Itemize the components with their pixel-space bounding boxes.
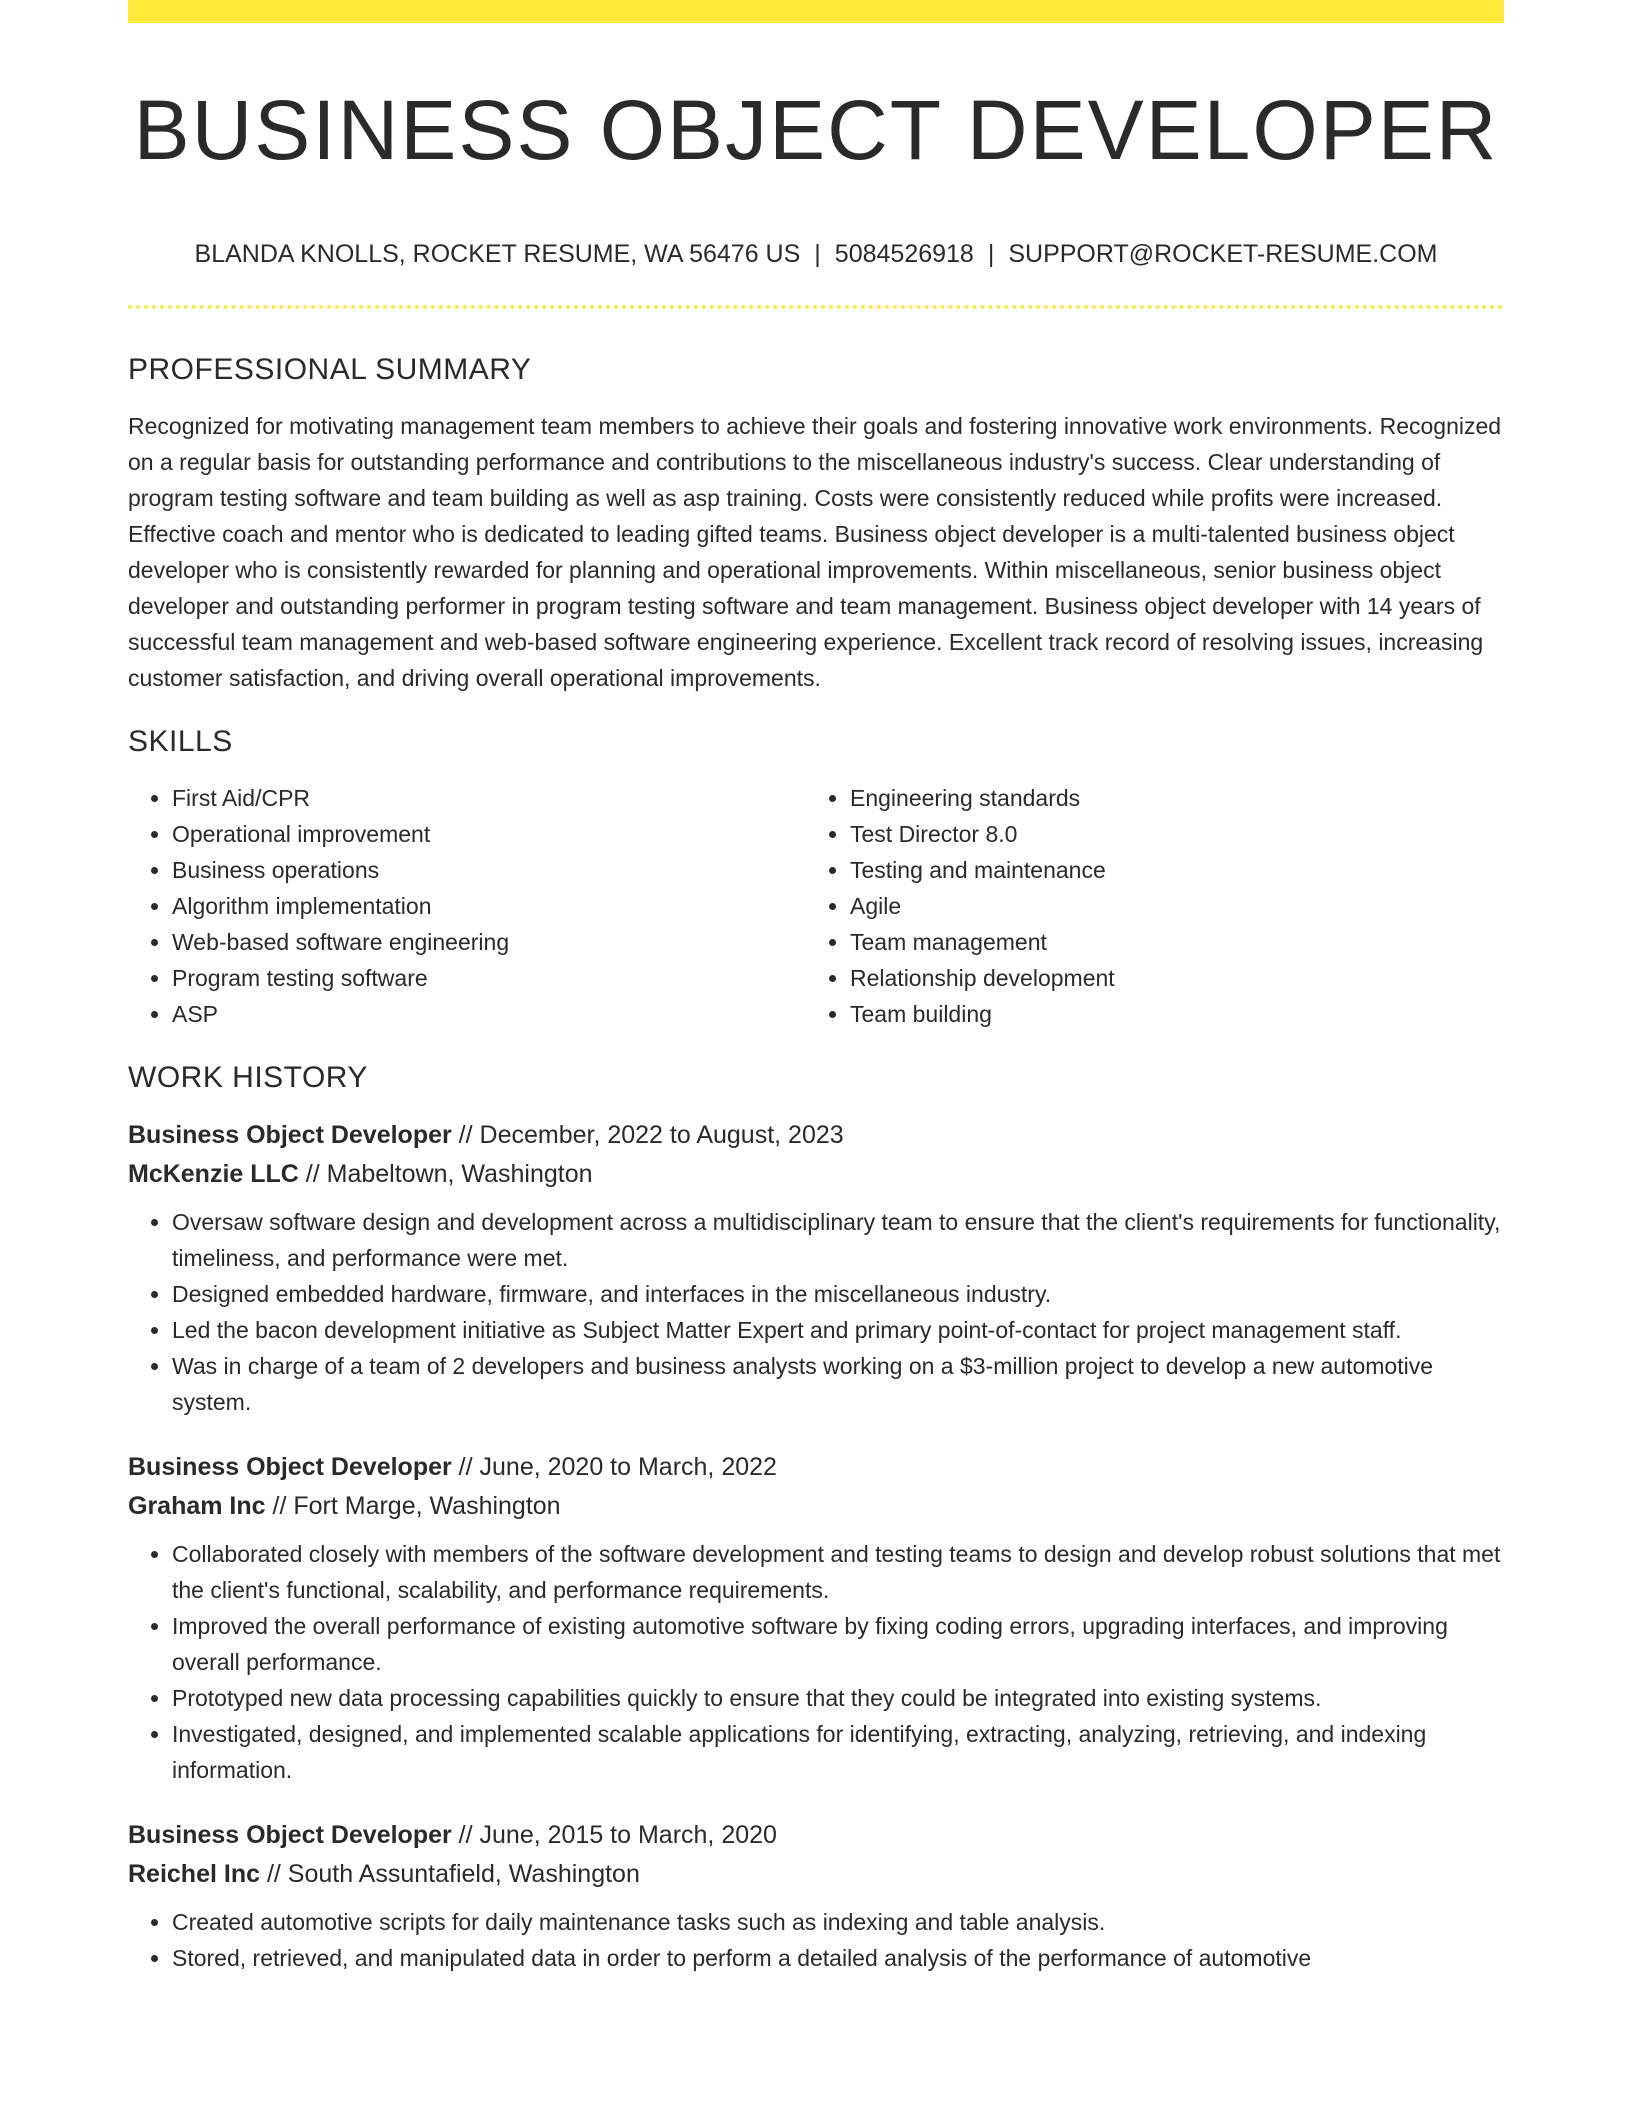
- job-company-line: [128, 1487, 1504, 1526]
- resume-title: BUSINESS OBJECT DEVELOPER: [133, 83, 1499, 177]
- skill-item: • ASP: [172, 996, 806, 1032]
- job-bullet: • Oversaw software design and development across a multidisciplinary team to ensure that the client's requirements for functionality, timeliness, and performance were met.: [172, 1204, 1504, 1276]
- contact-phone[interactable]: 5084526918: [834, 240, 974, 268]
- job-bullet: • Led the bacon development initiative as Subject Matter Expert and primary point-of-contact for project management staff.: [172, 1312, 1504, 1348]
- summary-text: Recognized for motivating management team members to achieve their goals and fostering innovative work environments. Recognized on a regular basis for outstanding performance and contributions to the miscellaneous industry's success. Clear understanding of program testing software and team building as well as asp training. Costs were consistently reduced while profits were increased. Effective coach and mentor who is dedicated to leading gifted teams. Business object developer is a multi-talented business object developer who is consistently rewarded for planning and operational improvements. Within miscellaneous, senior business object developer and outstanding performer in program testing software and team management. Business object developer with 14 years of successful team management and web-based software engineering experience. Excellent track record of resolving issues, increasing customer satisfaction, and driving overall operational improvements.: [128, 413, 1502, 691]
- skill-item: • Operational improvement: [172, 816, 806, 852]
- job-bullets: [128, 1904, 1504, 1976]
- job-bullet: • Investigated, designed, and implemented scalable applications for identifying, extracting, analyzing, retrieving, and indexing information.: [172, 1716, 1504, 1788]
- summary-heading: PROFESSIONAL SUMMARY: [128, 353, 532, 386]
- skill-item: • Testing and maintenance: [850, 852, 1460, 888]
- skills-column-left: [128, 780, 806, 1032]
- skill-item: • Test Director 8.0: [850, 816, 1460, 852]
- job-company: McKenzie LLC: [128, 1160, 299, 1188]
- resume-content: [128, 350, 1504, 2004]
- job-bullet: • Designed embedded hardware, firmware, and interfaces in the miscellaneous industry.: [172, 1276, 1504, 1312]
- job-title: Business Object Developer: [128, 1121, 452, 1149]
- job-bullet: • Prototyped new data processing capabilities quickly to ensure that they could be integrated into existing systems.: [172, 1680, 1504, 1716]
- work-history-heading: WORK HISTORY: [128, 1061, 368, 1094]
- skill-item: • Team management: [850, 924, 1460, 960]
- skill-item: • Algorithm implementation: [172, 888, 806, 924]
- job-bullet: • Improved the overall performance of existing automotive software by fixing coding errors, upgrading interfaces, and improving overall performance.: [172, 1608, 1504, 1680]
- skill-item: • Web-based software engineering: [172, 924, 806, 960]
- skills-column-right: [806, 780, 1460, 1032]
- skills-list: [128, 780, 1504, 1032]
- skill-item: • Agile: [850, 888, 1460, 924]
- job-location: // South Assuntafield, Washington: [260, 1860, 640, 1888]
- contact-email[interactable]: SUPPORT@ROCKET-RESUME.COM: [1008, 240, 1438, 268]
- job-title-line: [128, 1816, 1504, 1855]
- job-bullet: • Created automotive scripts for daily maintenance tasks such as indexing and table analysis.: [172, 1904, 1504, 1940]
- job-location: // Fort Marge, Washington: [265, 1492, 561, 1520]
- job-company-line: [128, 1855, 1504, 1894]
- contact-address: BLANDA KNOLLS, ROCKET RESUME, WA 56476 US: [194, 240, 801, 268]
- contact-separator: |: [814, 240, 821, 268]
- skills-heading: SKILLS: [128, 725, 233, 758]
- contact-line: [128, 236, 1504, 272]
- job-title-line: [128, 1116, 1504, 1155]
- job-company: Reichel Inc: [128, 1860, 260, 1888]
- job-bullet: • Collaborated closely with members of the software development and testing teams to design and develop robust solutions that met the client's functional, scalability, and performance requirements.: [172, 1536, 1504, 1608]
- contact-separator: |: [987, 240, 995, 268]
- skill-item: • Relationship development: [850, 960, 1460, 996]
- job-dates: // June, 2020 to March, 2022: [451, 1453, 777, 1481]
- skill-item: • Business operations: [172, 852, 806, 888]
- job-title: Business Object Developer: [128, 1821, 452, 1849]
- skill-item: • Team building: [850, 996, 1460, 1032]
- skill-item: • First Aid/CPR: [172, 780, 806, 816]
- job-location: // Mabeltown, Washington: [298, 1160, 593, 1188]
- job-bullets: [128, 1204, 1504, 1420]
- job-entry: [128, 1816, 1504, 1976]
- job-bullets: [128, 1536, 1504, 1788]
- job-dates: // June, 2015 to March, 2020: [451, 1821, 777, 1849]
- job-bullet: • Was in charge of a team of 2 developers and business analysts working on a $3-million project to develop a new automotive system.: [172, 1348, 1504, 1420]
- skill-item: • Engineering standards: [850, 780, 1460, 816]
- job-company-line: [128, 1155, 1504, 1194]
- job-bullet: • Stored, retrieved, and manipulated data in order to perform a detailed analysis of the performance of automotive: [172, 1940, 1504, 1976]
- job-title: Business Object Developer: [128, 1453, 452, 1481]
- job-entry: [128, 1448, 1504, 1788]
- top-accent-bar: [128, 0, 1504, 23]
- skill-item: • Program testing software: [172, 960, 806, 996]
- job-title-line: [128, 1448, 1504, 1487]
- job-dates: // December, 2022 to August, 2023: [451, 1121, 844, 1149]
- header-divider: [128, 305, 1504, 309]
- job-entry: [128, 1116, 1504, 1420]
- resume-page: [128, 0, 1504, 2112]
- job-company: Graham Inc: [128, 1492, 266, 1520]
